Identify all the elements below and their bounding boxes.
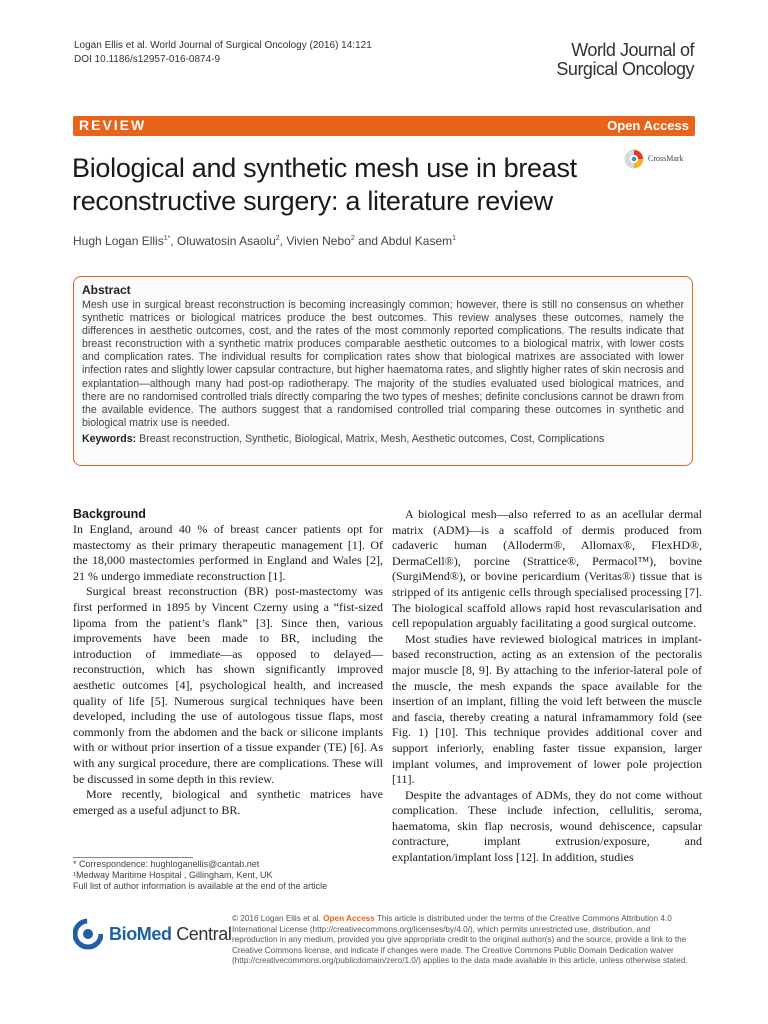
citation-block — [74, 39, 494, 67]
footnote-divider — [73, 857, 193, 858]
section-heading-background: Background — [73, 507, 146, 521]
article-title: Biological and synthetic mesh use in breast reconstructive surgery: a literature review — [72, 153, 577, 216]
doi-line: DOI 10.1186/s12957-016-0874-9 — [74, 54, 221, 65]
author-name: Vivien Nebo — [286, 234, 351, 248]
author-separator: and — [354, 234, 381, 248]
crossmark-icon — [624, 149, 644, 169]
abstract-text: Mesh use in surgical breast reconstruction is becoming increasingly common; however, there is still no consensus on whether synthetic matrices or biological matrices produce the best outcomes. This review analyses these outcomes, namely the differences in aesthetic outcomes, cost, and the rates of the most commonly reported complications. The results indicate that breast reconstruction with a synthetic matrix produces comparable aesthetic outcomes to a biological matrix, with lower costs and complication rates. The individual results for complication rates show that biological matrixes are associated with lower infection rates and slightly lower capsular contracture, but higher haematoma rates, and slightly higher rates of skin necrosis and explantation—although many had post-op radiotherapy. The majority of the studies evaluated used biological matrices, and there are no randomised controlled trials directly comparing the two types of meshes; definite conclusions cannot be drawn from the available evidence. The authors suggest that a randomised controlled trial comparing these outcomes in synthetic and biological matrix use is needed. — [82, 299, 684, 429]
copyright-prefix: © 2016 Logan Ellis et al. — [232, 914, 324, 923]
license-text — [232, 914, 694, 967]
license-open-access: Open Access — [323, 914, 375, 923]
body-paragraph: In England, around 40 % of breast cancer patients opt for mastectomy as their primary therapeutic management [1]. Of the 18,000 mastectomies performed in England and Wales [2], 21 % undergo immediate reconstruction [1]. — [73, 522, 383, 583]
author-list — [73, 234, 693, 248]
author-affiliation-mark: 2 — [350, 235, 355, 242]
footnotes — [73, 859, 383, 892]
author-affiliation-mark: 1* — [163, 235, 171, 242]
body-paragraph: A biological mesh—also referred to as an acellular dermal matrix (ADM)—is a scaffold of dermis produced from cadaveric human (Alloderm®, Allomax®, FlexHD®, DermaCell®), porcine (Strattice®, Permacol™), bovine (SurgiMend®), or bovine pericardium (Veritas®) tissue that is stripped of its antigenic cells through specialised processing [7]. The biological scaffold allows rapid host revascularisation and cell repopulation arguably facilitating a good surgical outcome. — [392, 507, 702, 631]
keywords-text: Breast reconstruction, Synthetic, Biological, Matrix, Mesh, Aesthetic outcomes, Cost, Complications — [139, 432, 605, 445]
biomed-central-logo-icon — [73, 917, 103, 951]
journal-name-line2: Surgical Oncology — [556, 59, 694, 79]
author-info-note: Full list of author information is available at the end of the article — [73, 881, 328, 891]
crossmark-label: CrossMark — [648, 154, 684, 163]
right-column — [392, 507, 702, 866]
journal-name-line1: World Journal of — [571, 40, 694, 60]
publisher-rest: Central — [171, 924, 232, 944]
correspondence-note: * Correspondence: hughloganellis@cantab.net — [73, 859, 260, 869]
author-separator: , — [279, 234, 287, 248]
body-paragraph: Surgical breast reconstruction (BR) post-mastectomy was first performed in 1895 by Vincent Czerny using a “fist-sized lipoma from the patient’s flank” [3]. Since then, various improvements have been made to BR, including the introduction of immediate—as opposed to delayed—reconstruction, which has shown significantly improved aesthetic outcomes [4], psychological health, and increased quality of life [5]. Numerous surgical techniques have been developed, including the use of autologous tissue flaps, most commonly from the abdomen and the back or silicone implants with or without prior insertion of a tissue expander (TE) [6]. As with any surgical procedure, there are complications. These will be discussed in some depth in this review. — [73, 584, 383, 786]
author-name: Oluwatosin Asaolu — [177, 234, 276, 248]
author-name: Abdul Kasem — [380, 234, 453, 248]
article-type-label: REVIEW — [79, 117, 147, 133]
abstract-box — [73, 276, 693, 466]
crossmark-badge[interactable] — [624, 149, 704, 171]
biomed-central-wordmark — [109, 924, 231, 945]
affiliation-note: ¹Medway Maritime Hospital , Gillingham, Kent, UK — [73, 870, 273, 880]
license-body: This article is distributed under the terms of the Creative Commons Attribution 4.0 International License (http://creativecommons.org/licenses/by/4.0/), which permits unrestricted use, distribution, and reproduction in any medium, provided you give appropriate credit to the original author(s) and the source, provide a link to the Creative Commons license, and indicate if changes were made. The Creative Commons Public Domain Dedication waiver (http://creativecommons.org/publicdomain/zero/1.0/) applies to the data made available in this article, unless otherwise stated. — [232, 914, 688, 965]
article-type-banner — [73, 116, 695, 136]
body-paragraph: Most studies have reviewed biological matrices in implant-based reconstruction, acting as an extension of the pectoralis major muscle [8, 9]. By attaching to the inferior-lateral pole of the muscle, the mesh expands the space available for the insertion of an implant, filling the void left between the muscle and fascia, thereby creating a natural inframammory fold (see Fig. 1) [10]. This technique provides additional cover and support inferiorly, enabling faster tissue expansion, larger implant volumes, and improvement of lower pole projection [11]. — [392, 631, 702, 787]
publisher-bold: BioMed — [109, 924, 172, 944]
abstract-heading: Abstract — [82, 283, 131, 297]
journal-name — [474, 41, 694, 79]
body-paragraph: Despite the advantages of ADMs, they do not come without complication. These include infection, cellulitis, seroma, haematoma, skin flap necrosis, wound dehiscence, capsular contracture, implant extrusion/exposure, and explantation/implant loss [12]. In addition, studies — [392, 787, 702, 865]
keywords-line — [82, 433, 684, 446]
open-access-label: Open Access — [607, 118, 689, 133]
author-affiliation-mark: 1 — [452, 235, 457, 242]
left-column — [73, 507, 383, 818]
author-separator: , — [170, 234, 178, 248]
author-name: Hugh Logan Ellis — [73, 234, 164, 248]
keywords-label: Keywords: — [82, 432, 137, 445]
citation-line: Logan Ellis et al. World Journal of Surgical Oncology (2016) 14:121 — [74, 40, 372, 51]
body-paragraph: More recently, biological and synthetic matrices have emerged as a useful adjunct to BR. — [73, 787, 383, 817]
biomed-central-logo — [73, 914, 232, 954]
author-affiliation-mark: 2 — [275, 235, 280, 242]
